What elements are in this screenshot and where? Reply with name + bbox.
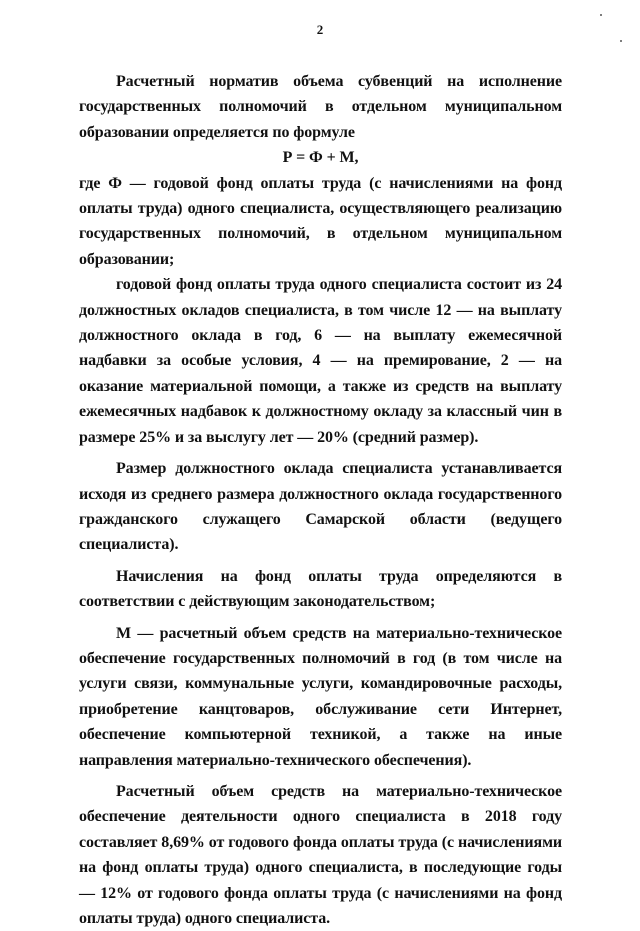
- paragraph-intro: Расчетный норматив объема субвенций на исполнение государственных полномочий в отдельном муниципальном образовании определяется по формуле: [79, 73, 562, 141]
- paragraph-definition-m: М — расчетный объем средств на материально-техническое обеспечение государственных полномочий в год (в том числе на услуги связи, коммунальные услуги, командировочные расходы, приобретение канцтоваров, обслуживание сети Интернет, обеспечение компьютерной техникой, а также на иные направления материально-технического обеспечения).: [79, 624, 562, 769]
- document-body: [79, 69, 562, 931]
- page-number: 2: [316, 22, 324, 37]
- paragraph-fund-composition: годовой фонд оплаты труда одного специалиста состоит из 24 должностных окладов специалиста, в том числе 12 — на выплату должностного оклада в год, 6 — на выплату ежемесячной надбавки за особые условия, 4 — на премирование, 2 — на оказание материальной помощи, а также из средств на выплату ежемесячных надбавок к должностному окладу за классный чин в размере 25% и за выслугу лет — 20% (средний размер).: [79, 276, 562, 446]
- paragraph-salary-size: Размер должностного оклада специалиста устанавливается исходя из среднего размера должностного оклада государственного гражданского служащего Самарской области (ведущего специалиста).: [79, 460, 562, 554]
- paragraph-accruals: Начисления на фонд оплаты труда определяются в соответствии с действующим законодательством;: [79, 567, 562, 611]
- formula: Р = Ф + М,: [282, 149, 359, 167]
- paragraph-definition-f: где Ф — годовой фонд оплаты труда (с начислениями на фонд оплаты труда) одного специалиста, осуществляющего реализацию государственных полномочий, в отдельном муниципальном образовании;: [79, 174, 562, 268]
- paragraph-material-costs: Расчетный объем средств на материально-техническое обеспечение деятельности одного специалиста в 2018 году составляет 8,69% от годового фонда оплаты труда (с начислениями на фонд оплаты труда) одного специалиста, в последующие годы — 12% от годового фонда оплаты труда (с начислениями на фонд оплаты труда) одного специалиста.: [79, 782, 562, 927]
- scan-speck: [600, 14, 602, 16]
- scan-speck: [620, 40, 622, 42]
